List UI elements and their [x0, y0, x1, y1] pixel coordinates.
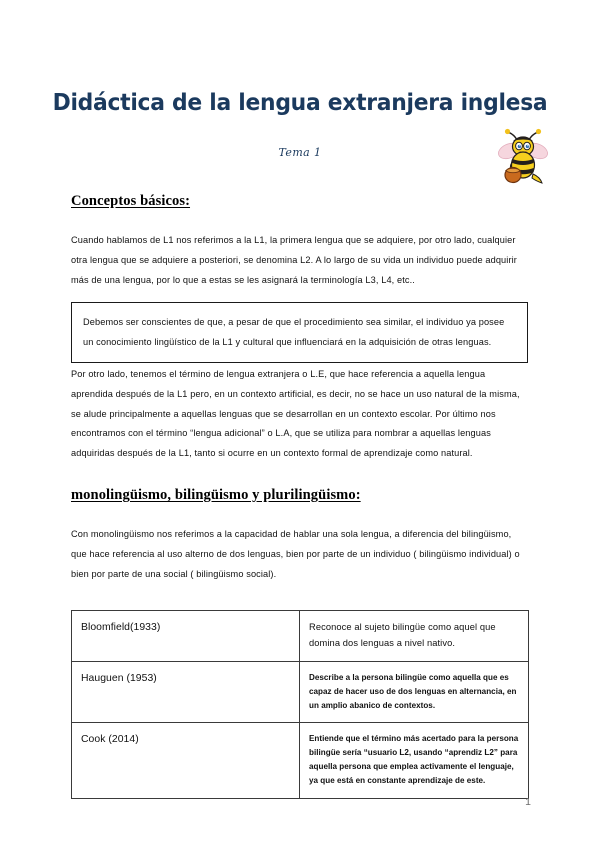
page-number: 1: [525, 796, 531, 808]
paragraph-conceptos-1: Cuando hablamos de L1 nos referimos a la L1, la primera lengua que se adquiere, por otro lado, cualquier otra lengua que se adquiere a posteriori, se denomina L2. A lo largo de su vida un individuo puede adquirir más de una lengua, por lo que a estas se les asignará la terminología L3, L4, etc..: [71, 235, 517, 285]
author-name: Cook (2014): [81, 734, 139, 746]
author-definition: Entiende que el término más acertado para la persona bilingüe sería “usuario L2, usando “aprendiz L2” para aquella persona que emplea activamente el lenguaje, ya que está en constante aprendizaje de este.: [309, 734, 519, 785]
author-definition: Describe a la persona bilingüe como aquella que es capaz de hacer uso de dos lenguas en alternancia, en un amplio abanico de contextos.: [309, 673, 517, 710]
paragraph-monolinguismo-1: Con monolingüismo nos referimos a la capacidad de hablar una sola lengua, a diferencia del bilingüismo, que hace referencia al uso alterno de dos lenguas, bien por parte de un individuo ( bilingüismo individual) o bien por parte de una social ( bilingüismo social).: [71, 529, 520, 579]
table-cell-author: [72, 723, 300, 798]
table-cell-description: [300, 662, 529, 723]
paragraph-conceptos-2: Por otro lado, tenemos el término de lengua extranjera o L.E, que hace referencia a aquella lengua aprendida después de la L1 pero, en un contexto artificial, es decir, no se hace un uso natural de la misma, se alude principalmente a aquellas lenguas que se desarrollan en un contexto escolar. Por último nos encontramos con el término “lengua adicional” o L.A, que se utiliza para nombrar a aquellas lenguas adquiridas después de la L1, tanto si ocurre en un contexto formal de aprendizaje como natural.: [71, 369, 520, 459]
table-row: [72, 611, 529, 662]
callout-text: Debemos ser conscientes de que, a pesar de que el procedimiento sea similar, el individuo ya posee un conocimiento lingüístico de la L1 y cultural que influenciará en la adquisición de otras lenguas.: [83, 317, 505, 347]
table-row: [72, 662, 529, 723]
author-definition: Reconoce al sujeto bilingüe como aquel que domina dos lenguas a nivel nativo.: [309, 622, 496, 648]
bee-icon: [492, 127, 554, 189]
author-name: Hauguen (1953): [81, 673, 157, 684]
authors-definitions-table: [71, 610, 529, 799]
table-cell-author: [72, 662, 300, 723]
table-cell-author: [72, 611, 300, 662]
table-cell-description: [300, 611, 529, 662]
section-heading-conceptos-basicos: Conceptos básicos:: [71, 193, 191, 209]
table-cell-description: [300, 723, 529, 798]
page-subtitle: Tema 1: [278, 146, 322, 159]
page-title: Didáctica de la lengua extranjera inglesa: [52, 88, 548, 116]
callout-box: [71, 302, 528, 363]
table-row: [72, 723, 529, 798]
section-heading-monolinguismo: monolingüismo, bilingüismo y plurilingüismo:: [71, 487, 361, 503]
author-name: Bloomfield(1933): [81, 622, 161, 633]
